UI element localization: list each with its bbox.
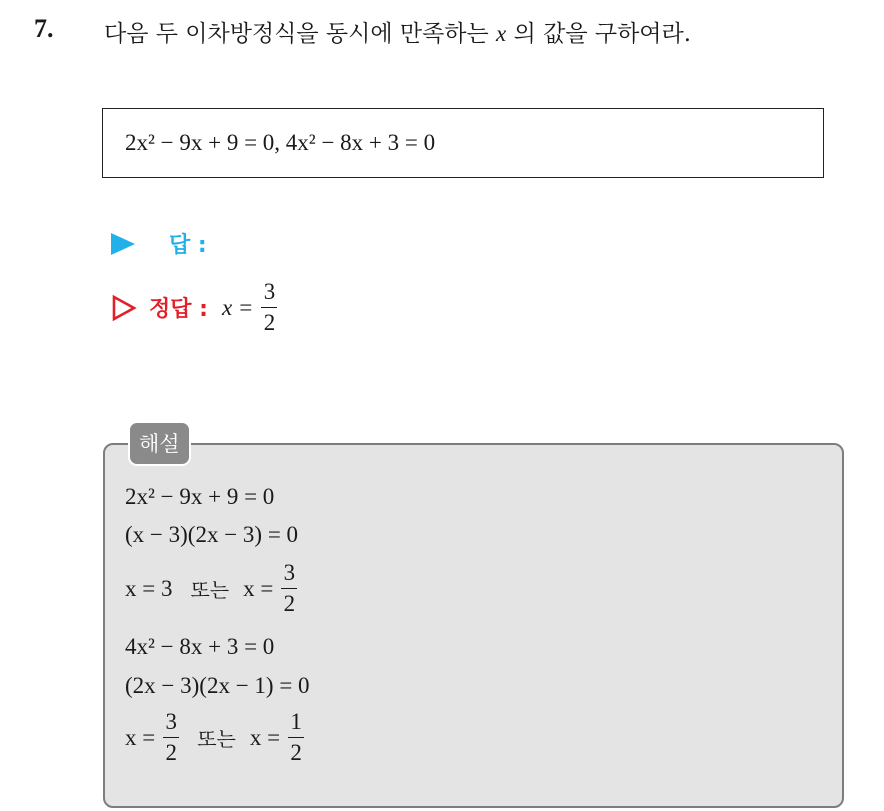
answer-label: 답 : bbox=[169, 233, 207, 258]
solution-line-6-lhs-b: x = bbox=[249, 724, 281, 750]
correct-answer-fraction bbox=[261, 280, 277, 335]
question-after: 의 값을 구하여라. bbox=[513, 21, 692, 47]
fraction-numerator: 3 bbox=[283, 560, 296, 585]
solution-line-3-or: 또는 bbox=[190, 578, 230, 603]
question-variable: x bbox=[496, 21, 507, 46]
correct-answer-lhs: x = bbox=[221, 294, 254, 320]
answer-triangle-icon bbox=[111, 233, 135, 255]
correct-answer-label: 정답 : bbox=[149, 297, 208, 323]
solution-line-6 bbox=[125, 710, 304, 765]
solution-line-6-lhs-a: x = bbox=[125, 724, 156, 750]
correct-answer-math bbox=[222, 280, 277, 335]
fraction-denominator: 2 bbox=[263, 310, 276, 336]
solution-line-6-fraction-b bbox=[288, 710, 304, 765]
fraction-bar bbox=[163, 737, 179, 738]
solution-line-3-root-a: x = 3 bbox=[125, 575, 173, 601]
question-text bbox=[104, 15, 691, 48]
fraction-bar bbox=[261, 307, 277, 308]
question-before: 다음 두 이차방정식을 동시에 만족하는 bbox=[104, 21, 489, 47]
fraction-numerator: 3 bbox=[165, 709, 177, 734]
fraction-denominator: 2 bbox=[165, 740, 177, 766]
solution-line-5: (2x − 3)(2x − 1) = 0 bbox=[125, 673, 310, 698]
correct-answer-triangle-icon bbox=[111, 294, 137, 322]
fraction-bar bbox=[288, 737, 304, 738]
solution-line-3-lhs: x = bbox=[243, 575, 274, 601]
solution-tag: 해설 bbox=[128, 421, 191, 466]
solution-line-2: (x − 3)(2x − 3) = 0 bbox=[125, 522, 299, 547]
fraction-denominator: 2 bbox=[283, 591, 296, 617]
problem-number: 7. bbox=[34, 14, 54, 43]
solution-line-4: 4x² − 8x + 3 = 0 bbox=[125, 634, 275, 659]
fraction-denominator: 2 bbox=[290, 740, 302, 766]
solution-line-3-fraction bbox=[281, 561, 297, 616]
solution-line-6-or: 또는 bbox=[197, 727, 236, 752]
correct-answer-row bbox=[111, 280, 277, 335]
fraction-bar bbox=[281, 588, 297, 589]
fraction-numerator: 3 bbox=[263, 279, 276, 304]
solution-line-3 bbox=[125, 561, 297, 616]
equation-text: 2x² − 9x + 9 = 0, 4x² − 8x + 3 = 0 bbox=[125, 130, 436, 155]
equation-box bbox=[102, 108, 824, 178]
answer-row bbox=[111, 228, 207, 259]
solution-line-1: 2x² − 9x + 9 = 0 bbox=[125, 484, 275, 509]
solution-line-6-fraction-a bbox=[163, 710, 179, 765]
fraction-numerator: 1 bbox=[290, 709, 302, 734]
